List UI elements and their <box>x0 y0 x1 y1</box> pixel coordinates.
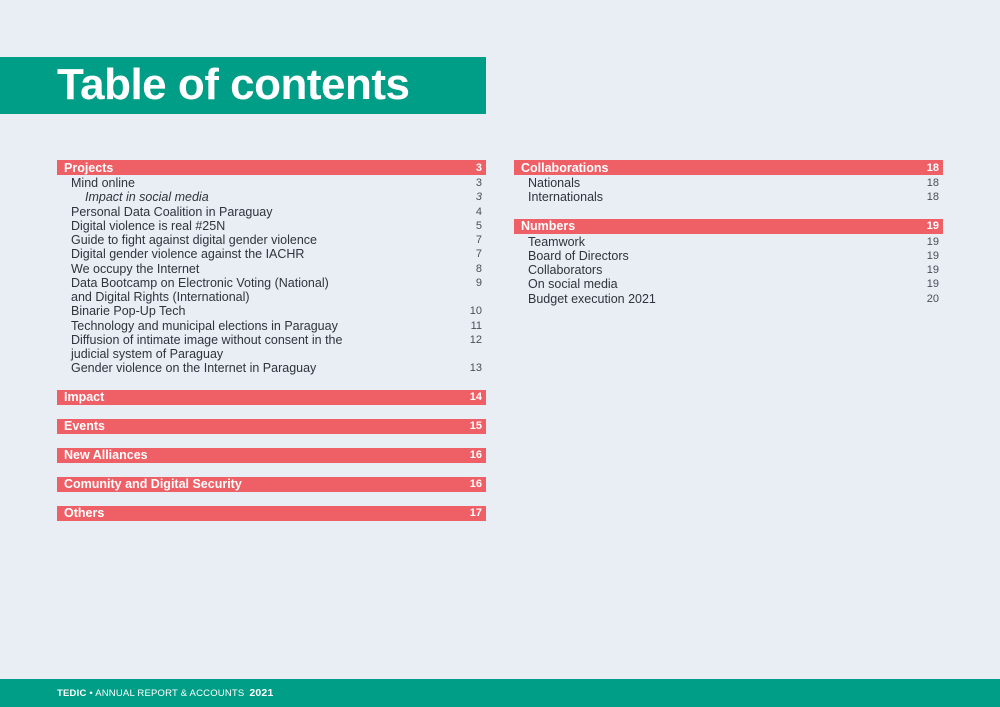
entry-label: Teamwork <box>528 234 585 249</box>
toc-subentry[interactable] <box>57 190 486 204</box>
toc-entry[interactable] <box>514 263 943 277</box>
entry-page-number: 13 <box>469 362 482 375</box>
entry-list <box>57 175 486 376</box>
toc-section <box>514 160 943 205</box>
entry-label: Gender violence on the Internet in Paraguay <box>71 361 317 376</box>
entry-label: Diffusion of intimate image without consent in the judicial system of Paraguay <box>71 332 343 361</box>
section-title: Numbers <box>521 219 576 233</box>
section-page-number: 15 <box>469 420 482 432</box>
toc-entry[interactable] <box>514 176 943 190</box>
entry-page-number: 11 <box>470 319 482 332</box>
toc-entry[interactable] <box>514 190 943 204</box>
section-header[interactable] <box>514 160 943 175</box>
section-title: Comunity and Digital Security <box>64 477 242 491</box>
entry-label: On social media <box>528 277 618 292</box>
footer-org: TEDIC <box>57 688 87 699</box>
section-header[interactable] <box>57 160 486 175</box>
entry-label: Board of Directors <box>528 248 629 263</box>
toc-entry[interactable] <box>57 262 486 276</box>
footer-text <box>57 687 274 699</box>
entry-label: Technology and municipal elections in Paraguay <box>71 318 338 333</box>
toc-entry[interactable] <box>514 277 943 291</box>
section-title: Events <box>64 419 105 433</box>
toc-left-column <box>57 160 486 535</box>
entry-page-number: 10 <box>469 305 482 318</box>
entry-label: Data Bootcamp on Electronic Voting (National) and Digital Rights (International) <box>71 275 329 304</box>
toc-entry[interactable] <box>57 205 486 219</box>
section-page-number: 3 <box>475 161 482 174</box>
section-page-number: 17 <box>469 507 482 519</box>
section-title: Collaborations <box>521 160 609 175</box>
entry-page-number: 18 <box>926 191 939 204</box>
section-header[interactable] <box>57 448 486 463</box>
toc-entry[interactable] <box>57 361 486 375</box>
section-page-number: 19 <box>926 220 939 232</box>
toc-entry[interactable] <box>57 304 486 318</box>
entry-page-number: 20 <box>926 292 939 305</box>
entry-list <box>514 175 943 205</box>
entry-label: Impact in social media <box>85 190 209 205</box>
toc-section <box>57 448 486 463</box>
entry-page-number: 3 <box>475 177 482 189</box>
entry-label: Guide to fight against digital gender violence <box>71 233 317 247</box>
entry-label: Internationals <box>528 190 604 205</box>
toc-entry[interactable] <box>514 292 943 306</box>
toc-entry[interactable] <box>57 219 486 233</box>
entry-label: Mind online <box>71 176 135 190</box>
section-title: Impact <box>64 390 105 404</box>
section-header[interactable] <box>57 390 486 405</box>
section-page-number: 14 <box>469 391 482 403</box>
toc-entry[interactable] <box>57 333 486 362</box>
entry-page-number: 4 <box>475 205 482 218</box>
entry-page-number: 19 <box>926 249 939 262</box>
toc-section <box>57 390 486 405</box>
entry-label: Personal Data Coalition in Paraguay <box>71 204 273 219</box>
toc-entry[interactable] <box>514 249 943 263</box>
section-header[interactable] <box>57 506 486 521</box>
entry-label: Digital violence is real #25N <box>71 218 226 233</box>
entry-page-number: 18 <box>926 177 939 189</box>
entry-page-number: 7 <box>475 234 482 246</box>
section-header[interactable] <box>514 219 943 234</box>
entry-page-number: 12 <box>469 333 482 346</box>
entry-page-number: 19 <box>926 278 939 291</box>
entry-page-number: 19 <box>926 235 939 248</box>
entry-label: Budget execution 2021 <box>528 291 656 306</box>
section-page-number: 18 <box>926 161 939 174</box>
footer-report: ANNUAL REPORT & ACCOUNTS <box>95 688 245 699</box>
section-title: Projects <box>64 160 114 175</box>
entry-label: Nationals <box>528 176 581 190</box>
toc-section <box>57 506 486 521</box>
page-title: Table of contents <box>57 60 410 109</box>
toc-entry[interactable] <box>57 176 486 190</box>
toc-entry[interactable] <box>57 247 486 261</box>
entry-page-number: 19 <box>926 264 939 276</box>
entry-page-number: 9 <box>475 276 482 289</box>
toc-section <box>57 477 486 492</box>
entry-page-number: 7 <box>475 248 482 261</box>
entry-page-number: 3 <box>475 191 482 204</box>
entry-label: Digital gender violence against the IACHR <box>71 247 305 262</box>
toc-section <box>514 219 943 306</box>
entry-label: Binarie Pop-Up Tech <box>71 304 186 319</box>
section-title: New Alliances <box>64 448 148 462</box>
entry-page-number: 5 <box>475 219 482 232</box>
footer-separator: • <box>89 688 93 699</box>
section-header[interactable] <box>57 419 486 434</box>
toc-section <box>57 419 486 434</box>
section-page-number: 16 <box>469 478 482 490</box>
toc-entry[interactable] <box>57 319 486 333</box>
footer-year: 2021 <box>249 687 274 699</box>
section-title: Others <box>64 506 105 520</box>
section-header[interactable] <box>57 477 486 492</box>
section-page-number: 16 <box>469 449 482 461</box>
entry-label: Collaborators <box>528 263 603 277</box>
toc-entry[interactable] <box>57 233 486 247</box>
entry-label: We occupy the Internet <box>71 261 200 276</box>
toc-section <box>57 160 486 376</box>
toc-right-column <box>514 160 943 320</box>
toc-entry[interactable] <box>514 235 943 249</box>
footer <box>0 679 1000 707</box>
entry-page-number: 8 <box>475 262 482 275</box>
entry-list <box>514 234 943 306</box>
toc-entry[interactable] <box>57 276 486 305</box>
